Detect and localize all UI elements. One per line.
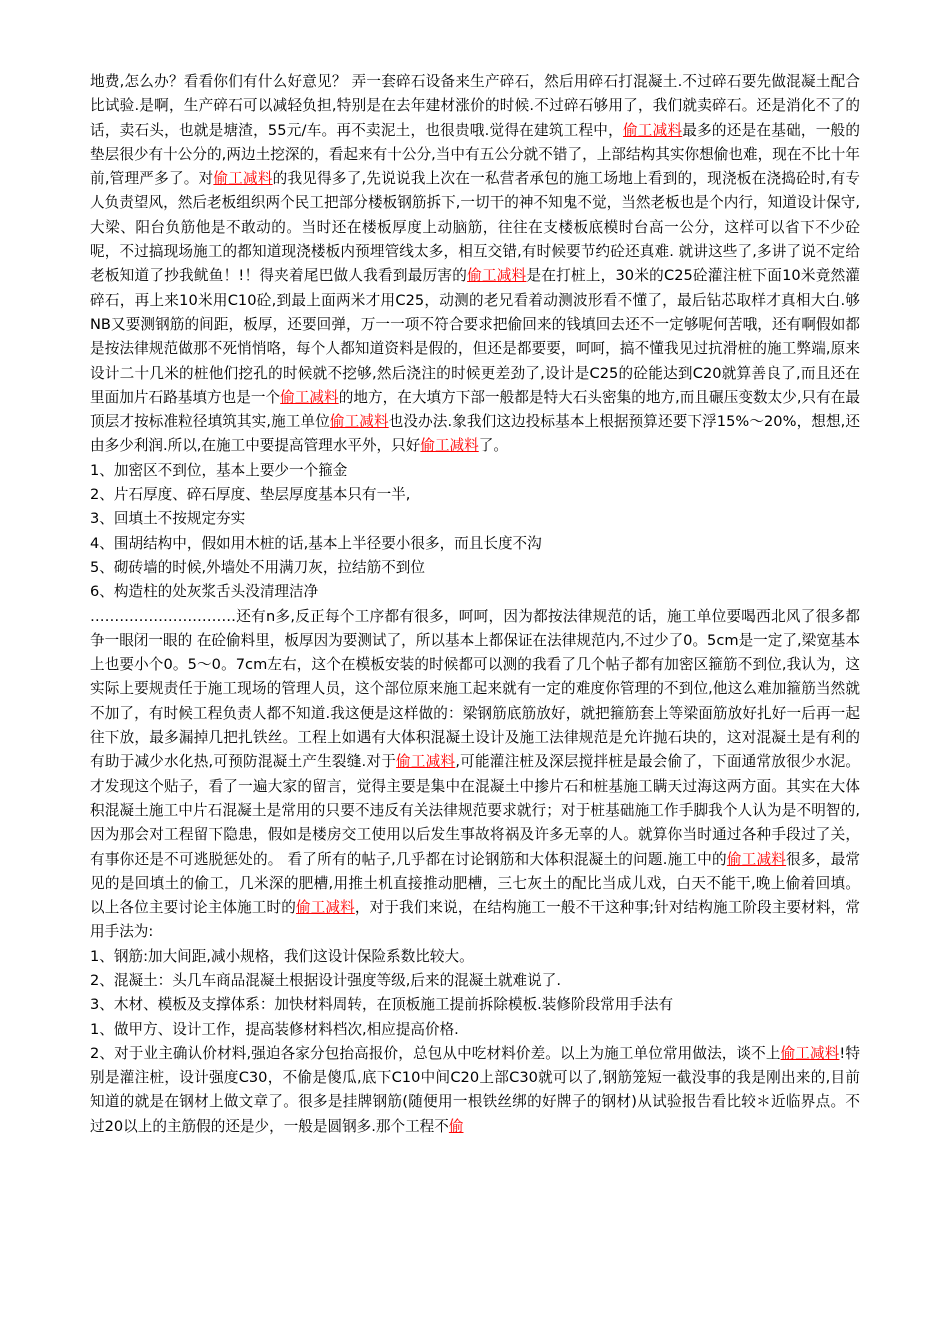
- list-item: 2、片石厚度、碎石厚度、垫层厚度基本只有一半,: [90, 486, 411, 504]
- list-item: 3、木材、模板及支撑体系：加快材料周转，在顶板施工提前拆除模板.装修阶段常用手法有: [90, 996, 674, 1014]
- keyword-link[interactable]: 偷工减料: [467, 267, 527, 285]
- text-segment: 地费,怎么办？看看你们有什么好意见？ 弄一套碎石设备来生产碎石，然后用碎石打混凝土.不过碎石要先做混凝土配合比试验.是啊，生产碎石可以减轻负担,特别是在去年建材涨价的时候.不过碎石够用了，我们就卖碎石。还是消化不了的话，卖石头，也就是塘渣，55元/车。再不卖泥土，也很贵哦.觉得在建筑工程中，: [90, 73, 860, 139]
- text-segment: 是在打桩上，30米的C25砼灌注桩下面10米竟然灌碎石，再上来10米用C10砼,到最上面两米才用C25，动测的老兄看着动测波形看不懂了，最后钻芯取样才真相大白.够NB又要测钢筋的间距，板厚，还要回弹，万一一项不符合要求把偷回来的钱填回去还不一定够呢何苦哦，还有啊假如都是按法律规范做那不死悄悄咯，每个人都知道资料是假的，但还是都要要，呵呵，搞不懂我见过抗滑桩的施工弊端,原来设计二十几米的桩他们挖孔的时候就不挖够,然后浇注的时候更差劲了,设计是C25的砼能达到C20就算善良了,而且还在里面加片石路基填方也是一个: [90, 267, 860, 406]
- list-item: [90, 1042, 860, 1139]
- text-segment: 也没办法.象我们这边投标基本上根据预算还要下浮15%～20%，想想,还由多少利润.所以,在施工中要提高管理水平外，只好: [90, 413, 860, 455]
- list-item: 1、做甲方、设计工作，提高装修材料档次,相应提高价格.: [90, 1020, 459, 1038]
- keyword-link[interactable]: 偷工减料: [780, 1044, 840, 1062]
- text-segment: 很多，最常见的是回填土的偷工，几米深的肥槽,用推土机直接推动肥槽，三七灰土的配比当成儿戏，白天不能干,晚上偷着回填。 以上各位主要讨论主体施工时的: [90, 850, 860, 917]
- text-segment: 的地方，在大填方下部一般都是特大石头密集的地方,而且碾压变数太少,只有在最顶层才按标准粒径填筑其实,施工单位: [90, 388, 860, 431]
- text-segment: 的我见得多了,先说说我上次在一私营者承包的施工场地上看到的，现浇板在浇捣砼时,有专人负责望风，然后老板组织两个民工把部分楼板钢筋拆下,一切干的神不知鬼不觉，当然老板也是个内行，知道设计保守,大梁、阳台负筋他是不敢动的。当时还在楼板厚度上动脑筋，往往在支楼板底模时台高一公分，这样可以省下不少砼呢，不过搞现场施工的都知道现浇楼板内预埋管线太多，相互交错,有时候要节约砼还真难. 就讲这些了,多讲了说不定给老板知道了抄我鱿鱼！!！得夹着尾巴做人我看到最厉害的: [90, 170, 860, 285]
- list-item: 2、混凝土：头几车商品混凝土根据设计强度等级,后来的混凝土就难说了.: [90, 971, 561, 989]
- list-item: 1、加密区不到位，基本上要少一个箍金: [90, 461, 348, 479]
- keyword-link[interactable]: 偷工减料: [213, 170, 273, 188]
- keyword-link[interactable]: 偷工减料: [420, 437, 479, 455]
- paragraph-1: [90, 70, 860, 459]
- text-segment: ，对于我们来说，在结构施工一般不干这种事;针对结构施工阶段主要材料，常用手法为:: [90, 899, 860, 941]
- list-item: 1、钢筋:加大间距,减小规格，我们这设计保险系数比较大。: [90, 947, 474, 965]
- keyword-link[interactable]: 偷工减料: [396, 753, 456, 771]
- list-item: 6、构造柱的处灰浆舌头没清理洁净: [90, 583, 319, 601]
- paragraph-2: [90, 605, 860, 945]
- document-body: [90, 70, 860, 1139]
- list-item: 5、砌砖墙的时候,外墙处不用满刀灰，拉结筋不到位: [90, 558, 425, 576]
- text-segment: 了。: [478, 437, 508, 455]
- keyword-link[interactable]: 偷工减料: [280, 388, 339, 406]
- keyword-link[interactable]: 偷工减料: [295, 899, 355, 917]
- list-item: 4、围胡结构中，假如用木桩的话,基本上半径要小很多，而且长度不沟: [90, 534, 542, 552]
- text-segment: 2、对于业主确认价材料,强迫各家分包抬高报价，总包从中吃材料价差。以上为施工单位常用做法，谈不上: [90, 1044, 781, 1062]
- keyword-link[interactable]: 偷工减料: [329, 413, 389, 431]
- text-segment: !特别是灌注桩，设计强度C30，不偷是傻瓜,底下C10中间C20上部C30就可以了,钢筋笼短一截没事的我是刚出来的,目前知道的就是在钢材上做文章了。很多是挂牌钢筋(随便用一根铁丝绑的好牌子的钢材)从试验报告看比较＊近临界点。不过20以上的主筋假的还是少，一般是圆钢多.那个工程不: [90, 1044, 860, 1135]
- keyword-link[interactable]: 偷工减料: [726, 850, 787, 868]
- text-segment: ,可能灌注桩及深层搅拌桩是最会偷了，下面通常放很少水泥。才发现这个贴子，看了一遍大家的留言，觉得主要是集中在混凝土中掺片石和桩基施工瞒天过海这两方面。其实在大体积混凝土施工中片石混凝土是常用的只要不违反有关法律规范要求就行；对于桩基础施工作手脚我个人认为是不明智的,因为那会对工程留下隐患，假如是楼房交工使用以后发生事故将祸及许多无辜的人。就算你当时通过各种手段过了关，有事你还是不可逃脱惩处的。 看了所有的帖子,几乎都在讨论钢筋和大体积混凝土的问题.施工中的: [90, 753, 860, 868]
- text-segment: 最多的还是在基础，一般的垫层很少有十公分的,两边土挖深的，看起来有十公分,当中有五公分就不错了，上部结构其实你想偷也难，现在不比十年前,管理严多了。对: [90, 121, 860, 188]
- list-item: 3、回填土不按规定夯实: [90, 510, 246, 528]
- keyword-link[interactable]: 偷工减料: [622, 121, 683, 139]
- text-segment: …………………………还有n多,反正每个工序都有很多，呵呵，因为都按法律规范的话，施工单位要喝西北风了很多都争一眼闭一眼的 在砼偷料里，板厚因为要测试了，所以基本上都保证在法律规范内,不过少了0。5cm是一定了,梁宽基本上也要小个0。5～0。7cm左右，这个在模板安装的时候都可以测的我看了几个帖子都有加密区箍筋不到位,我认为，这实际上要规责任于施工现场的管理人员，这个部位原来施工起来就有一定的难度你管理的不到位,他这么难加箍筋当然就不加了，有时候工程负责人都不知道.我这便是这样做的：梁钢筋底筋放好，就把箍筋套上等梁面筋放好扎好一后再一起往下放，最多漏掉几把扎铁丝。工程上如遇有大体积混凝土设计及施工法律规范是允许抛石块的，这对混凝土是有利的有助于减少水化热,可预防混凝土产生裂缝.对于: [90, 607, 860, 771]
- keyword-link-partial[interactable]: 偷: [448, 1117, 464, 1135]
